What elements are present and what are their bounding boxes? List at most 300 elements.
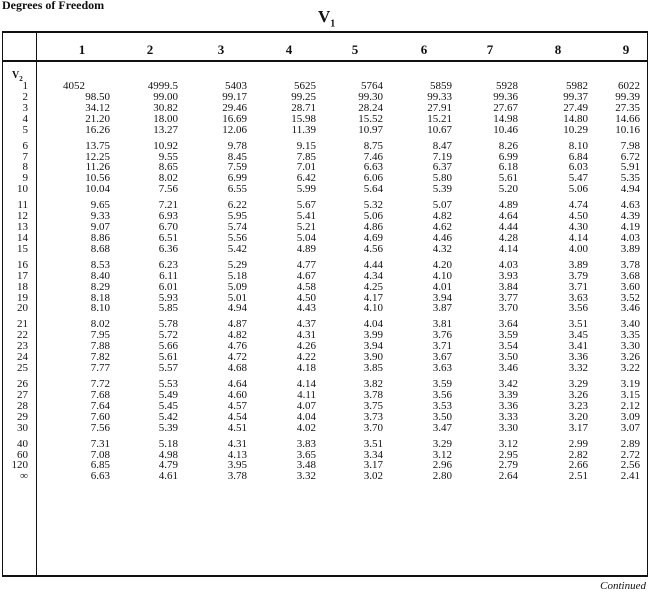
table-row <box>0 422 650 433</box>
table-cell: 10.16 <box>615 123 640 136</box>
table-cell: 3.15 <box>620 388 640 401</box>
table-cell: 7.95 <box>90 329 110 342</box>
table-cell: 3.41 <box>568 340 588 353</box>
table-row <box>0 459 650 470</box>
table-cell: 3.29 <box>432 437 452 450</box>
table-cell: 10.46 <box>493 123 518 136</box>
table-cell: 6.42 <box>296 172 316 185</box>
table-cell: 4.31 <box>227 437 247 450</box>
table-cell: 4.03 <box>620 231 640 244</box>
row-df-label: 6 <box>22 139 28 152</box>
table-cell: 7.56 <box>158 183 178 196</box>
table-row <box>0 243 650 254</box>
table-cell: 3.60 <box>620 280 640 293</box>
row-df-label: 27 <box>17 388 28 401</box>
table-row <box>0 270 650 281</box>
table-cell: 6.36 <box>158 242 178 255</box>
table-top-rule <box>2 31 648 33</box>
table-cell: 3.56 <box>568 302 588 315</box>
table-cell: 8.26 <box>498 139 518 152</box>
table-cell: 3.71 <box>432 340 452 353</box>
table-cell: 5.49 <box>158 388 178 401</box>
table-cell: 3.19 <box>620 378 640 390</box>
table-cell: 5.07 <box>432 199 452 212</box>
table-cell: 4.04 <box>296 410 316 423</box>
table-cell: 99.36 <box>493 90 518 103</box>
table-cell: 7.46 <box>363 150 383 163</box>
table-cell: 3.29 <box>568 378 588 390</box>
table-cell: 3.70 <box>363 421 383 434</box>
v2-letter: V <box>12 70 20 81</box>
table-cell: 3.33 <box>498 410 518 423</box>
table-cell: 3.94 <box>363 340 383 353</box>
table-cell: 14.66 <box>615 112 640 125</box>
table-cell: 4.98 <box>158 448 178 461</box>
table-cell: 15.21 <box>427 112 452 125</box>
table-row <box>0 340 650 351</box>
table-cell: 2.82 <box>568 448 588 461</box>
table-cell: 4.31 <box>296 329 316 342</box>
table-cell: 3.87 <box>432 302 452 315</box>
table-row <box>0 411 650 422</box>
table-cell: 3.50 <box>432 410 452 423</box>
table-cell: 3.51 <box>363 437 383 450</box>
table-cell: 3.84 <box>498 280 518 293</box>
table-cell: 3.85 <box>363 362 383 374</box>
table-cell: 3.94 <box>432 291 452 304</box>
table-cell: 11.26 <box>85 161 110 174</box>
table-cell: 6.22 <box>227 199 247 212</box>
table-cell: 4.76 <box>227 340 247 353</box>
table-cell: 3.70 <box>498 302 518 315</box>
table-cell: 2.95 <box>498 448 518 461</box>
table-cell: 7.82 <box>90 351 110 364</box>
table-cell: 3.81 <box>432 318 452 331</box>
table-cell: 4.61 <box>158 470 178 483</box>
table-cell: 4.74 <box>568 199 588 212</box>
table-cell: 3.83 <box>296 437 316 450</box>
table-cell: 5.09 <box>227 280 247 293</box>
table-cell: 5.06 <box>363 210 383 223</box>
table-cell: 4.14 <box>296 378 316 390</box>
table-cell: 3.26 <box>568 388 588 401</box>
table-cell: 6.72 <box>620 150 640 163</box>
column-header: 1 <box>78 42 86 57</box>
table-cell: 18.00 <box>153 112 178 125</box>
column-header: 8 <box>554 42 562 57</box>
table-cell: 5.80 <box>432 172 452 185</box>
table-row <box>0 302 650 313</box>
page-title: Degrees of Freedom <box>2 0 105 12</box>
table-cell: 3.59 <box>498 329 518 342</box>
table-cell: 3.35 <box>620 329 640 342</box>
table-cell: 9.78 <box>227 139 247 152</box>
row-df-label: 4 <box>22 112 28 125</box>
table-cell: 4.10 <box>363 302 383 315</box>
table-cell: 3.02 <box>363 470 383 483</box>
table-cell: 27.35 <box>615 101 640 114</box>
table-cell: 8.53 <box>90 258 110 271</box>
table-cell: 4.86 <box>363 221 383 233</box>
table-cell: 3.17 <box>568 421 588 434</box>
table-cell: 3.34 <box>363 448 383 461</box>
table-cell: 4.44 <box>498 221 518 233</box>
table-row <box>0 470 650 481</box>
table-cell: 27.49 <box>563 101 588 114</box>
table-cell: 6.06 <box>363 172 383 185</box>
table-cell: 4.58 <box>296 280 316 293</box>
table-row <box>0 438 650 449</box>
table-cell: 3.30 <box>498 421 518 434</box>
table-cell: 3.99 <box>363 329 383 342</box>
table-cell: 10.29 <box>563 123 588 136</box>
table-cell: 4.87 <box>227 318 247 331</box>
table-cell: 3.45 <box>568 329 588 342</box>
table-cell: 4.94 <box>620 183 640 196</box>
row-df-label: 28 <box>17 399 28 412</box>
table-cell: 6.01 <box>158 280 178 293</box>
table-cell: 6.11 <box>159 269 178 282</box>
table-cell: 28.24 <box>358 101 383 114</box>
table-cell: 8.40 <box>90 269 110 282</box>
table-cell: 5.39 <box>158 421 178 434</box>
table-cell: 3.40 <box>620 318 640 331</box>
table-cell: 7.88 <box>90 340 110 353</box>
table-cell: 7.98 <box>620 139 640 152</box>
table-cell: 3.47 <box>432 421 452 434</box>
table-cell: 99.25 <box>291 90 316 103</box>
v2-subscript: 2 <box>19 75 23 83</box>
table-cell: 4.60 <box>227 388 247 401</box>
table-cell: 7.68 <box>90 388 110 401</box>
table-row <box>0 362 650 373</box>
table-cell: 4.14 <box>498 242 518 255</box>
table-cell: 4.82 <box>432 210 452 223</box>
table-cell: 15.52 <box>358 112 383 125</box>
table-cell: 3.89 <box>568 258 588 271</box>
table-cell: 8.45 <box>227 150 247 163</box>
table-cell: 9.65 <box>90 199 110 212</box>
table-cell: 4.11 <box>297 388 316 401</box>
table-cell: 6.93 <box>158 210 178 223</box>
table-cell: 6.85 <box>90 459 110 472</box>
table-cell: 4.14 <box>568 231 588 244</box>
table-row <box>0 292 650 303</box>
table-cell: 3.95 <box>227 459 247 472</box>
table-cell: 5.21 <box>296 221 316 233</box>
row-df-label: 24 <box>17 351 28 364</box>
table-cell: 3.54 <box>498 340 518 353</box>
table-cell: 7.56 <box>90 421 110 434</box>
table-cell: 7.72 <box>90 378 110 390</box>
table-cell: 3.71 <box>568 280 588 293</box>
table-cell: 5.57 <box>158 362 178 374</box>
row-df-label: 7 <box>22 150 28 163</box>
table-cell: 5764 <box>361 80 383 92</box>
v1-letter: V <box>318 7 331 26</box>
table-cell: 6.37 <box>432 161 452 174</box>
column-header: 6 <box>420 42 428 57</box>
table-cell: 3.52 <box>620 291 640 304</box>
table-cell: 2.12 <box>620 399 640 412</box>
table-cell: 4.50 <box>568 210 588 223</box>
row-df-label: 16 <box>17 258 28 271</box>
table-cell: 99.33 <box>427 90 452 103</box>
row-df-label: 120 <box>11 459 28 472</box>
table-cell: 7.01 <box>296 161 316 174</box>
table-cell: 3.75 <box>363 399 383 412</box>
table-cell: 10.04 <box>85 183 110 196</box>
table-cell: 3.78 <box>620 258 640 271</box>
table-cell: 4.39 <box>620 210 640 223</box>
table-cell: 3.63 <box>432 362 452 374</box>
table-cell: 2.80 <box>432 470 452 483</box>
table-cell: 10.56 <box>85 172 110 185</box>
table-cell: 4.67 <box>296 269 316 282</box>
row-df-label: 9 <box>22 172 28 185</box>
row-df-label: 10 <box>17 183 28 196</box>
table-cell: 3.77 <box>498 291 518 304</box>
table-cell: 5.67 <box>296 199 316 212</box>
table-cell: 5.56 <box>227 231 247 244</box>
row-df-label: ∞ <box>20 470 28 483</box>
table-row <box>0 329 650 340</box>
table-cell: 2.51 <box>568 470 588 483</box>
table-cell: 4.94 <box>227 302 247 315</box>
row-df-label: 19 <box>17 291 28 304</box>
table-cell: 3.78 <box>363 388 383 401</box>
table-cell: 6.70 <box>158 221 178 233</box>
table-cell: 4.50 <box>296 291 316 304</box>
table-cell: 4.03 <box>498 258 518 271</box>
table-cell: 7.19 <box>432 150 452 163</box>
table-cell: 2.64 <box>498 470 518 483</box>
table-row <box>0 232 650 243</box>
row-df-label: 14 <box>17 231 28 244</box>
table-cell: 4.68 <box>227 362 247 374</box>
table-cell: 4.37 <box>296 318 316 331</box>
table-cell: 30.82 <box>153 101 178 114</box>
table-cell: 3.12 <box>432 448 452 461</box>
table-cell: 5.64 <box>363 183 383 196</box>
row-df-label: 23 <box>17 340 28 353</box>
table-cell: 3.65 <box>296 448 316 461</box>
table-row <box>0 210 650 221</box>
row-df-label: 17 <box>17 269 28 282</box>
table-cell: 4.44 <box>363 258 383 271</box>
table-cell: 8.86 <box>90 231 110 244</box>
row-df-label: 40 <box>17 437 28 450</box>
table-cell: 12.25 <box>85 150 110 163</box>
table-cell: 4.89 <box>498 199 518 212</box>
table-cell: 5982 <box>566 80 588 92</box>
table-cell: 5.06 <box>568 183 588 196</box>
table-row <box>0 140 650 151</box>
table-cell: 3.39 <box>498 388 518 401</box>
table-cell: 3.32 <box>568 362 588 374</box>
table-cell: 5.01 <box>227 291 247 304</box>
table-cell: 3.22 <box>620 362 640 374</box>
table-cell: 6022 <box>618 80 640 92</box>
table-cell: 9.07 <box>90 221 110 233</box>
table-cell: 6.99 <box>227 172 247 185</box>
table-cell: 4.51 <box>227 421 247 434</box>
table-cell: 2.99 <box>568 437 588 450</box>
column-header: 9 <box>622 42 630 57</box>
table-cell: 4.02 <box>296 421 316 434</box>
table-cell: 5.42 <box>227 242 247 255</box>
row-df-label: 29 <box>17 410 28 423</box>
table-cell: 5.93 <box>158 291 178 304</box>
table-cell: 5.74 <box>227 221 247 233</box>
table-cell: 5.99 <box>296 183 316 196</box>
table-cell: 6.84 <box>568 150 588 163</box>
table-cell: 8.68 <box>90 242 110 255</box>
table-row <box>0 151 650 162</box>
table-cell: 4.82 <box>227 329 247 342</box>
table-cell: 7.31 <box>90 437 110 450</box>
v1-subscript: 1 <box>330 18 336 30</box>
table-cell: 5.78 <box>158 318 178 331</box>
table-cell: 4999.5 <box>147 80 178 92</box>
table-cell: 8.02 <box>90 318 110 331</box>
column-header: 2 <box>146 42 154 57</box>
table-cell: 9.33 <box>90 210 110 223</box>
table-cell: 3.46 <box>620 302 640 315</box>
table-cell: 5.95 <box>227 210 247 223</box>
table-cell: 4.32 <box>432 242 452 255</box>
table-cell: 4.77 <box>296 258 316 271</box>
table-row <box>0 351 650 362</box>
table-cell: 27.91 <box>427 101 452 114</box>
table-cell: 5.32 <box>363 199 383 212</box>
table-cell: 4.43 <box>296 302 316 315</box>
table-cell: 29.46 <box>222 101 247 114</box>
table-cell: 3.79 <box>568 269 588 282</box>
row-df-label: 2 <box>22 90 28 103</box>
table-cell: 3.32 <box>296 470 316 483</box>
table-cell: 15.98 <box>291 112 316 125</box>
table-cell: 3.07 <box>620 421 640 434</box>
table-cell: 6.18 <box>498 161 518 174</box>
table-cell: 7.21 <box>158 199 178 212</box>
table-cell: 4.63 <box>620 199 640 212</box>
table-cell: 6.55 <box>227 183 247 196</box>
table-cell: 10.97 <box>358 123 383 136</box>
table-cell: 3.42 <box>498 378 518 390</box>
table-cell: 8.47 <box>432 139 452 152</box>
table-cell: 4.19 <box>620 221 640 233</box>
table-cell: 4.34 <box>363 269 383 282</box>
table-cell: 99.17 <box>222 90 247 103</box>
row-df-label: 60 <box>17 448 28 461</box>
table-cell: 5.85 <box>158 302 178 315</box>
table-cell: 4.10 <box>432 269 452 282</box>
table-cell: 5.04 <box>296 231 316 244</box>
table-cell: 4.28 <box>498 231 518 244</box>
table-cell: 4052 <box>63 80 85 92</box>
row-df-label: 21 <box>17 318 28 331</box>
table-row <box>0 80 650 91</box>
table-cell: 5928 <box>496 80 518 92</box>
table-cell: 4.01 <box>432 280 452 293</box>
table-cell: 5.18 <box>158 437 178 450</box>
table-cell: 3.67 <box>432 351 452 364</box>
row-df-label: 30 <box>17 421 28 434</box>
table-cell: 4.22 <box>296 351 316 364</box>
table-cell: 8.10 <box>90 302 110 315</box>
table-cell: 4.04 <box>363 318 383 331</box>
row-df-label: 20 <box>17 302 28 315</box>
table-row <box>0 318 650 329</box>
table-cell: 9.55 <box>158 150 178 163</box>
table-row <box>0 400 650 411</box>
table-cell: 3.68 <box>620 269 640 282</box>
table-cell: 5.41 <box>296 210 316 223</box>
table-cell: 4.00 <box>568 242 588 255</box>
table-cell: 4.20 <box>432 258 452 271</box>
table-cell: 3.51 <box>568 318 588 331</box>
table-cell: 5.29 <box>227 258 247 271</box>
table-row <box>0 183 650 194</box>
table-cell: 3.63 <box>568 291 588 304</box>
table-cell: 13.75 <box>85 139 110 152</box>
table-cell: 3.48 <box>296 459 316 472</box>
column-header: 4 <box>285 42 293 57</box>
table-cell: 5.91 <box>620 161 640 174</box>
table-cell: 7.77 <box>90 362 110 374</box>
table-cell: 5.61 <box>158 351 178 364</box>
table-cell: 98.50 <box>85 90 110 103</box>
table-cell: 2.96 <box>432 459 452 472</box>
table-cell: 4.18 <box>296 362 316 374</box>
table-cell: 10.92 <box>153 139 178 152</box>
row-df-label: 8 <box>22 161 28 174</box>
table-cell: 4.56 <box>363 242 383 255</box>
column-header: 5 <box>351 42 359 57</box>
table-cell: 4.72 <box>227 351 247 364</box>
table-cell: 28.71 <box>291 101 316 114</box>
row-df-label: 26 <box>17 378 28 390</box>
table-cell: 5859 <box>430 80 452 92</box>
table-cell: 3.82 <box>363 378 383 390</box>
table-row <box>0 199 650 210</box>
table-cell: 3.53 <box>432 399 452 412</box>
table-row <box>0 124 650 135</box>
table-cell: 5625 <box>294 80 316 92</box>
table-row <box>0 281 650 292</box>
table-row <box>0 221 650 232</box>
table-cell: 5.72 <box>158 329 178 342</box>
table-cell: 3.09 <box>620 410 640 423</box>
table-row <box>0 161 650 172</box>
table-row <box>0 172 650 183</box>
table-cell: 6.99 <box>498 150 518 163</box>
table-row <box>0 113 650 124</box>
table-row <box>0 102 650 113</box>
table-cell: 4.64 <box>227 378 247 390</box>
table-cell: 3.78 <box>227 470 247 483</box>
table-cell: 3.76 <box>432 329 452 342</box>
table-cell: 5.42 <box>158 410 178 423</box>
table-cell: 3.36 <box>498 399 518 412</box>
column-header: 7 <box>486 42 494 57</box>
table-cell: 2.66 <box>568 459 588 472</box>
row-df-label: 25 <box>17 362 28 374</box>
table-cell: 3.50 <box>498 351 518 364</box>
table-cell: 2.79 <box>498 459 518 472</box>
table-cell: 4.57 <box>227 399 247 412</box>
